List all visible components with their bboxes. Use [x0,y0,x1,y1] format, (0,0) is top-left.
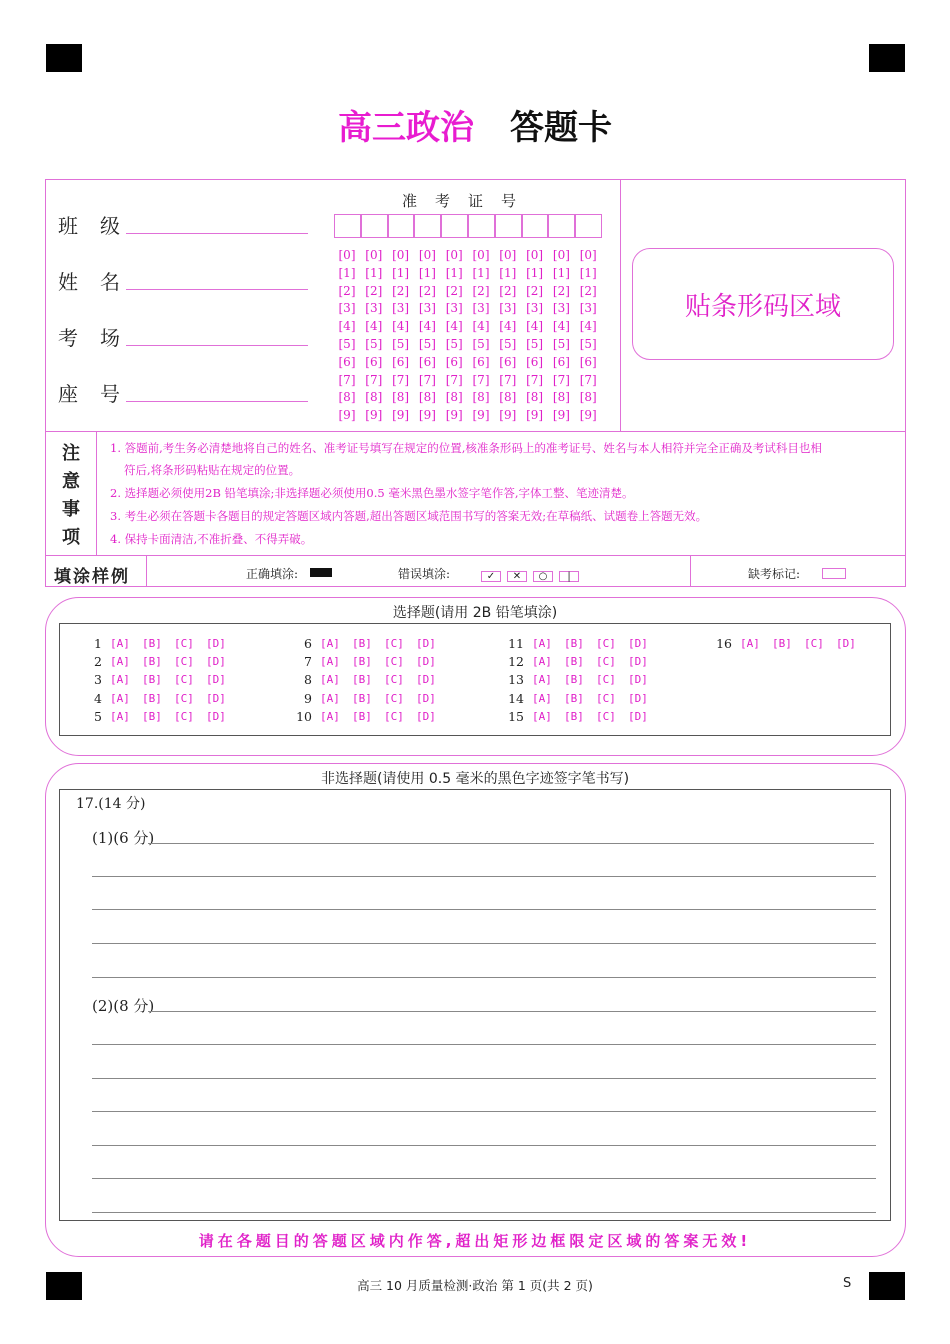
exam-id-digit-bubble[interactable]: [7] [472,372,490,387]
part-2-label: (2)(8 分) [92,997,155,1015]
exam-id-box[interactable] [388,214,415,238]
choice-bubble[interactable]: [D] [416,673,436,687]
choice-bubble[interactable]: [C] [174,673,194,687]
answer-line[interactable] [92,1111,876,1112]
exam-id-digit-bubble[interactable]: [5] [499,337,517,351]
exam-id-digit-bubble[interactable]: [9] [526,408,544,423]
answer-line[interactable] [92,1212,876,1213]
exam-id-digit-bubble[interactable]: [7] [365,372,383,387]
choice-bubble[interactable]: [B] [142,709,162,723]
exam-id-digit-bubble[interactable]: [4] [445,319,463,334]
exam-id-digit-bubble[interactable]: [8] [526,390,544,405]
choice-bubble[interactable]: [B] [564,691,584,705]
exam-id-digit-bubble[interactable]: [8] [579,390,597,405]
exam-id-box[interactable] [468,214,495,238]
notice-title-1: 注 [62,443,80,464]
exam-id-digit-bubble[interactable]: [7] [579,372,597,387]
exam-id-digit-bubble[interactable]: [0] [552,248,570,262]
exam-id-digit-bubble[interactable]: [0] [445,248,463,262]
question-number: 5 [94,708,102,724]
exam-id-digit-bubble[interactable]: [9] [445,408,463,423]
answer-line[interactable] [148,1011,876,1012]
exam-id-digit-bubble[interactable]: [6] [526,354,544,369]
correct-fill-label: 正确填涂: [246,567,299,581]
choice-bubble[interactable]: [C] [804,637,824,650]
exam-id-digit-bubble[interactable]: [5] [526,337,544,351]
exam-id-digit-bubble[interactable]: [2] [392,283,410,298]
choice-bubble[interactable]: [D] [416,637,436,650]
choice-bubble[interactable]: [B] [352,637,372,650]
choice-bubble[interactable]: [A] [320,691,340,705]
exam-id-box[interactable] [361,214,388,238]
exam-id-digit-bubble[interactable]: [3] [579,301,597,316]
wrong-bar-mark: | [559,571,579,582]
choice-bubble[interactable]: [D] [836,637,856,650]
divider-sample-absent [690,555,691,587]
answer-line[interactable] [92,1145,876,1146]
choice-bubble[interactable]: [D] [628,655,648,669]
exam-id-digit-bubble[interactable]: [8] [392,390,410,405]
correct-fill-mark [310,568,332,577]
choice-bubble[interactable]: [A] [110,709,130,723]
exam-id-box[interactable] [441,214,468,238]
exam-id-digit-bubble[interactable]: [2] [472,283,490,298]
class-label: 班级 [58,214,142,238]
divider-sample-label [146,555,147,587]
answer-line[interactable] [92,909,876,910]
exam-id-digit-bubble[interactable]: [1] [579,265,597,280]
exam-id-digit-bubble[interactable]: [4] [392,319,410,334]
answer-line[interactable] [92,977,876,978]
class-field[interactable] [126,233,308,234]
exam-id-digit-bubble[interactable]: [2] [418,283,436,298]
choice-bubble[interactable]: [C] [384,637,404,650]
absent-label: 缺考标记: [748,567,801,581]
exam-id-digit-bubble[interactable]: [9] [499,408,517,423]
exam-id-digit-bubble[interactable]: [6] [365,354,383,369]
answer-line[interactable] [92,1178,876,1179]
choice-bubble[interactable]: [B] [142,637,162,650]
choice-bubble[interactable]: [D] [206,637,226,650]
choice-bubble[interactable]: [B] [564,637,584,650]
choice-bubble[interactable]: [A] [532,709,552,723]
choice-bubble[interactable]: [A] [110,691,130,705]
exam-id-digit-bubble[interactable]: [7] [445,372,463,387]
choice-bubble[interactable]: [C] [596,637,616,650]
exam-id-digit-bubble[interactable]: [1] [418,265,436,280]
question-number: 1 [94,636,102,651]
exam-id-digit-bubble[interactable]: [0] [579,248,597,262]
exam-id-digit-bubble[interactable]: [2] [552,283,570,298]
divider-notice-top [45,431,906,432]
exam-id-box[interactable] [414,214,441,238]
choice-bubble[interactable]: [A] [532,673,552,687]
exam-id-digit-bubble[interactable]: [8] [338,390,356,405]
exam-id-digit-bubble[interactable]: [7] [418,372,436,387]
choice-bubble[interactable]: [C] [384,673,404,687]
exam-id-digit-bubble[interactable]: [2] [526,283,544,298]
choice-bubble[interactable]: [D] [628,709,648,723]
choice-bubble[interactable]: [D] [416,691,436,705]
choice-bubble[interactable]: [B] [352,709,372,723]
exam-id-box[interactable] [334,214,361,238]
exam-id-digit-bubble[interactable]: [0] [472,248,490,262]
wrong-circle-mark: ○ [533,571,553,582]
choice-bubble[interactable]: [D] [416,655,436,669]
exam-id-digit-bubble[interactable]: [3] [526,301,544,316]
exam-id-digit-bubble[interactable]: [9] [579,408,597,423]
exam-id-digit-bubble[interactable]: [9] [392,408,410,423]
exam-id-digit-bubble[interactable]: [6] [499,354,517,369]
exam-id-digit-bubble[interactable]: [1] [365,265,383,280]
exam-id-digit-bubble[interactable]: [8] [445,390,463,405]
exam-id-digit-bubble[interactable]: [2] [338,283,356,298]
exam-id-digit-bubble[interactable]: [5] [472,337,490,351]
choice-bubble[interactable]: [D] [206,655,226,669]
exam-id-digit-bubble[interactable]: [3] [392,301,410,316]
nonchoice-title: 非选择题(请使用 0.5 毫米的黑色字迹签字笔书写) [320,771,630,787]
choice-bubble[interactable]: [C] [384,709,404,723]
exam-id-digit-bubble[interactable]: [4] [365,319,383,334]
exam-id-digit-bubble[interactable]: [9] [338,408,356,423]
exam-id-digit-bubble[interactable]: [5] [392,337,410,351]
exam-id-digit-bubble[interactable]: [0] [418,248,436,262]
question-number: 16 [716,636,732,651]
answer-line[interactable] [148,843,874,844]
exam-id-digit-bubble[interactable]: [1] [526,265,544,280]
exam-id-digit-bubble[interactable]: [4] [579,319,597,334]
question-number: 6 [304,636,312,651]
answer-line[interactable] [92,943,876,944]
absent-mark-box[interactable] [822,568,846,579]
choice-bubble[interactable]: [B] [772,637,792,650]
exam-id-digit-bubble[interactable]: [2] [579,283,597,298]
page-title [0,100,950,149]
choice-bubble[interactable]: [D] [416,709,436,723]
exam-id-digit-bubble[interactable]: [2] [365,283,383,298]
choice-bubble[interactable]: [C] [596,709,616,723]
choice-bubble[interactable]: [A] [110,637,130,650]
exam-id-digit-bubble[interactable]: [4] [472,319,490,334]
exam-id-title: 准考证号 [401,192,534,210]
choice-bubble[interactable]: [D] [206,673,226,687]
exam-id-digit-bubble[interactable]: [5] [365,337,383,351]
divider-vertical [620,179,621,431]
question-number: 14 [508,690,524,706]
room-field[interactable] [126,345,308,346]
wrong-cross-mark: ✕ [507,571,527,582]
question-number: 8 [304,672,312,688]
choice-bubble[interactable]: [B] [352,655,372,669]
answer-line[interactable] [92,1044,876,1045]
wrong-check-mark: ✓ [481,571,501,582]
exam-id-digit-bubble[interactable]: [4] [338,319,356,334]
question-number: 2 [94,654,102,670]
choice-bubble[interactable]: [B] [564,655,584,669]
notice-item-1: 1. 答题前,考生务必清楚地将自己的姓名、准考证号填写在规定的位置,核准条形码上的准考证号、姓名与本人相符并完全正确及考试科目也相 [110,441,822,455]
choice-bubble[interactable]: [B] [142,655,162,669]
exam-id-digit-bubble[interactable]: [4] [418,319,436,334]
question-number: 13 [508,672,524,688]
question-17-label: 17.(14 分) [76,796,146,812]
choice-bubble[interactable]: [C] [174,709,194,723]
exam-id-digit-bubble[interactable]: [4] [526,319,544,334]
footer-code: S [843,1276,852,1291]
exam-id-digit-bubble[interactable]: [7] [552,372,570,387]
exam-id-digit-bubble[interactable]: [6] [472,354,490,369]
choice-bubble[interactable]: [A] [320,637,340,650]
card-title: 答题卡 [510,108,612,148]
exam-id-box[interactable] [548,214,575,238]
seat-field[interactable] [126,401,308,402]
exam-id-digit-bubble[interactable]: [1] [392,265,410,280]
exam-id-digit-bubble[interactable]: [8] [365,390,383,405]
choice-bubble[interactable]: [D] [628,691,648,705]
answer-area-warning: 请在各题目的答题区域内作答,超出矩形边框限定区域的答案无效! [198,1232,752,1250]
question-number: 11 [508,636,524,651]
answer-frame [59,789,891,1221]
choice-bubble[interactable]: [C] [596,691,616,705]
exam-id-digit-bubble[interactable]: [6] [579,354,597,369]
exam-id-digit-bubble[interactable]: [1] [552,265,570,280]
exam-id-digit-bubble[interactable]: [0] [365,248,383,262]
choice-bubble[interactable]: [C] [174,691,194,705]
question-number: 10 [296,708,312,724]
exam-id-digit-bubble[interactable]: [3] [445,301,463,316]
notice-title-3: 事 [62,499,80,520]
exam-id-digit-bubble[interactable]: [9] [552,408,570,423]
choice-bubble[interactable]: [A] [532,655,552,669]
question-number: 4 [94,690,102,706]
exam-id-digit-bubble[interactable]: [1] [338,265,356,280]
exam-id-digit-bubble[interactable]: [0] [499,248,517,262]
registration-mark-top-right [869,44,905,72]
choice-bubble[interactable]: [A] [320,673,340,687]
choice-bubble[interactable]: [A] [532,691,552,705]
exam-id-digit-bubble[interactable]: [1] [499,265,517,280]
divider-notice-left [96,431,97,555]
exam-id-digit-bubble[interactable]: [7] [338,372,356,387]
choice-bubble[interactable]: [B] [142,691,162,705]
choice-bubble[interactable]: [D] [628,637,648,650]
question-number: 7 [304,654,312,670]
notice-item-1-cont: 符后,将条形码粘贴在规定的位置。 [124,463,301,477]
choice-bubble[interactable]: [C] [174,655,194,669]
exam-id-digit-bubble[interactable]: [6] [445,354,463,369]
exam-id-digit-bubble[interactable]: [9] [472,408,490,423]
name-label: 姓名 [58,270,142,294]
notice-item-3: 3. 考生必须在答题卡各题目的规定答题区域内答题,超出答题区域范围书写的答案无效;在草稿纸、试题卷上答题无效。 [110,509,708,523]
wrong-fill-label: 错误填涂: [398,567,451,581]
exam-id-digit-bubble[interactable]: [6] [392,354,410,369]
choice-bubble[interactable]: [D] [628,673,648,687]
exam-id-digit-bubble[interactable]: [7] [499,372,517,387]
exam-id-box[interactable] [495,214,522,238]
choice-title: 选择题(请用 2B 铅笔填涂) [392,605,558,621]
sample-label: 填涂样例 [54,567,130,587]
choice-bubble[interactable]: [B] [564,709,584,723]
exam-id-digit-bubble[interactable]: [7] [392,372,410,387]
exam-id-digit-bubble[interactable]: [3] [338,301,356,316]
choice-bubble[interactable]: [B] [142,673,162,687]
choice-bubble[interactable]: [B] [352,673,372,687]
exam-id-digit-bubble[interactable]: [0] [338,248,356,262]
choice-bubble[interactable]: [C] [384,691,404,705]
question-number: 12 [508,654,524,670]
exam-id-digit-bubble[interactable]: [5] [579,337,597,351]
wrong-fill-marks [481,566,585,585]
exam-id-digit-bubble[interactable]: [8] [472,390,490,405]
exam-id-digit-bubble[interactable]: [5] [338,337,356,351]
exam-id-box[interactable] [522,214,549,238]
exam-id-digit-bubble[interactable]: [0] [526,248,544,262]
choice-bubble[interactable]: [A] [740,637,760,650]
registration-mark-top-left [46,44,82,72]
choice-bubble[interactable]: [D] [206,709,226,723]
exam-id-digit-bubble[interactable]: [6] [418,354,436,369]
exam-id-digit-bubble[interactable]: [3] [418,301,436,316]
exam-id-digit-bubble[interactable]: [8] [499,390,517,405]
part-1-label: (1)(6 分) [92,829,155,847]
exam-id-digit-bubble[interactable]: [4] [552,319,570,334]
exam-id-digit-bubble[interactable]: [8] [418,390,436,405]
exam-id-digit-bubble[interactable]: [8] [552,390,570,405]
exam-id-box[interactable] [575,214,602,238]
exam-id-digit-bubble[interactable]: [3] [499,301,517,316]
choice-bubble[interactable]: [A] [320,709,340,723]
answer-line[interactable] [92,876,876,877]
choice-bubble[interactable]: [B] [352,691,372,705]
barcode-area: 贴条形码区域 [632,248,894,360]
page-footer: 高三 10 月质量检测·政治 第 1 页(共 2 页) [357,1278,593,1293]
question-number: 9 [304,690,312,706]
choice-bubble[interactable]: [A] [532,637,552,650]
choice-bubble[interactable]: [A] [110,655,130,669]
exam-id-digit-bubble[interactable]: [3] [365,301,383,316]
choice-bubble[interactable]: [C] [174,637,194,650]
exam-id-digit-bubble[interactable]: [9] [365,408,383,423]
exam-id-digit-bubble[interactable]: [9] [418,408,436,423]
exam-id-digit-bubble[interactable]: [5] [552,337,570,351]
exam-id-digit-bubble[interactable]: [3] [472,301,490,316]
exam-id-digit-bubble[interactable]: [7] [526,372,544,387]
question-number: 15 [508,708,524,724]
choice-bubble[interactable]: [C] [384,655,404,669]
notice-title-2: 意 [62,471,80,492]
choice-bubble[interactable]: [C] [596,673,616,687]
exam-id-digit-bubble[interactable]: [6] [552,354,570,369]
notice-item-4: 4. 保持卡面清洁,不准折叠、不得弄破。 [110,532,313,546]
exam-id-digit-bubble[interactable]: [5] [445,337,463,351]
exam-id-digit-bubble[interactable]: [3] [552,301,570,316]
notice-item-2: 2. 选择题必须使用2B 铅笔填涂;非选择题必须使用0.5 毫米黑色墨水签字笔作答,字体工整、笔迹清楚。 [110,486,634,500]
exam-id-digit-bubble[interactable]: [1] [472,265,490,280]
answer-line[interactable] [92,1078,876,1079]
subject-title: 高三政治 [338,108,474,148]
choice-bubble[interactable]: [B] [564,673,584,687]
choice-bubble[interactable]: [C] [596,655,616,669]
exam-id-digit-bubble[interactable]: [1] [445,265,463,280]
divider-sample-top [45,555,906,556]
choice-bubble[interactable]: [D] [206,691,226,705]
exam-id-digit-bubble[interactable]: [4] [499,319,517,334]
exam-id-digit-bubble[interactable]: [2] [445,283,463,298]
seat-label: 座号 [58,382,142,406]
notice-title-4: 项 [62,527,80,548]
choice-bubble[interactable]: [A] [320,655,340,669]
question-number: 3 [94,672,102,688]
choice-bubble[interactable]: [A] [110,673,130,687]
name-field[interactable] [126,289,308,290]
exam-id-digit-bubble[interactable]: [2] [499,283,517,298]
exam-id-digit-bubble[interactable]: [5] [418,337,436,351]
room-label: 考场 [58,326,142,350]
exam-id-digit-bubble[interactable]: [0] [392,248,410,262]
exam-id-digit-bubble[interactable]: [6] [338,354,356,369]
